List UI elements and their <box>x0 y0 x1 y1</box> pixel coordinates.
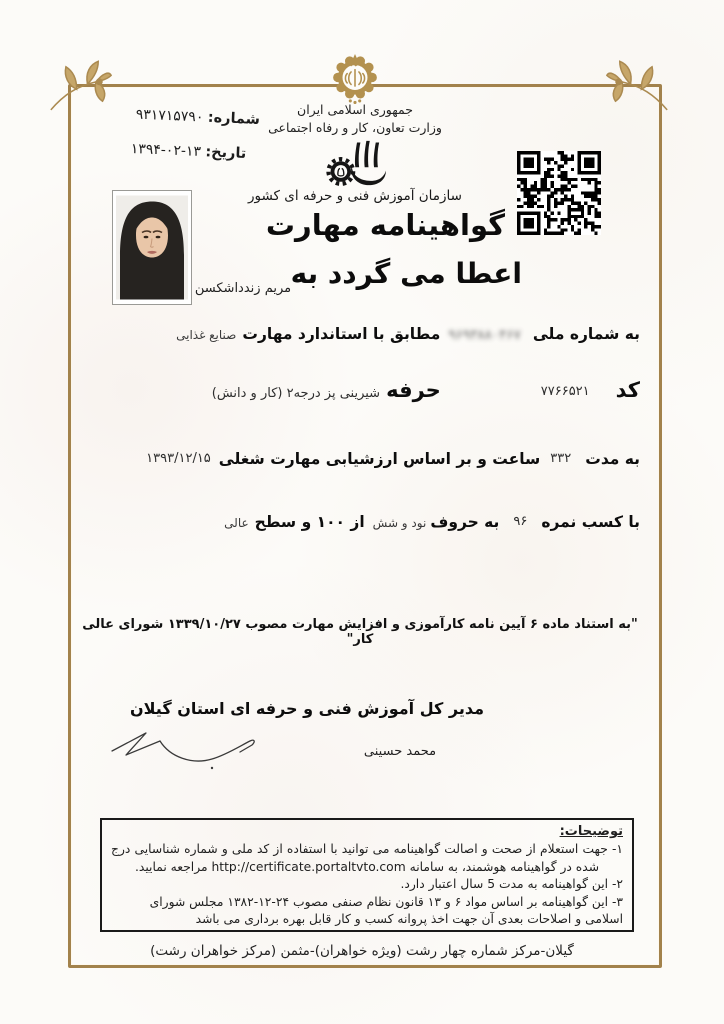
words-label: به حروف <box>430 513 500 531</box>
certificate-title: گواهینامه مهارت <box>265 208 505 242</box>
signatory-title: مدیر کل آموزش فنی و حرفه ای استان گیلان <box>130 699 484 718</box>
outof-label: از ۱۰۰ و سطح <box>254 513 365 531</box>
trade-label: حرفه <box>386 378 441 402</box>
iran-emblem-icon <box>330 54 380 104</box>
national-id-value: ۹۶۹۳۸۸۰۴۶۷ <box>448 327 521 343</box>
portrait-photo <box>112 190 192 305</box>
field-row-code-trade <box>212 378 640 402</box>
trade-value: شیرینی پز درجه۲ (کار و دانش) <box>211 386 381 401</box>
note-item-3: ۳- این گواهینامه بر اساس مواد ۶ و ۱۳ قانون نظام صنفی مصوب ۲۴-۱۲-۱۳۸۲ مجلس شورای اسلامی و اصلاحات بعدی آن جهت اخذ پروانه کسب و کار قابل بهره برداری می باشد <box>149 894 623 927</box>
recipient-name: مریم زندداشکسن <box>194 281 292 296</box>
header-country: جمهوری اسلامی ایران <box>297 102 413 117</box>
signature-icon <box>100 720 270 780</box>
note-item-2: ۲- این گواهینامه به مدت 5 سال اعتبار دارد. <box>400 877 623 892</box>
code-label: کد <box>615 378 640 402</box>
date-value: ۱۳۹۴-۰۲-۱۳ <box>130 140 202 161</box>
floral-ornament-icon <box>48 56 114 112</box>
notes-box <box>100 818 634 932</box>
national-id-label: به شماره ملی <box>532 325 640 343</box>
standard-value: صنایع غذایی <box>176 328 237 342</box>
header-ministry: وزارت تعاون، کار و رفاه اجتماعی <box>268 120 442 135</box>
signatory-name: محمد حسینی <box>363 744 437 759</box>
legal-quote: "به استناد ماده ۶ آیین نامه کارآموزی و افزایش مهارت مصوب ۱۳۳۹/۱۰/۲۷ شورای عالی کار" <box>82 617 638 647</box>
duration-label: به مدت <box>585 450 640 468</box>
code-value: ۷۷۶۶۵۲۱ <box>540 384 590 399</box>
notes-title: توضیحات: <box>559 824 623 839</box>
footer-center-line: گیلان-مرکز شماره چهار رشت (ویژه خواهران)-مثمن (مرکز خواهران رشت) <box>150 943 574 959</box>
floral-ornament-icon <box>604 56 670 112</box>
serial-value: ۹۳۱۷۱۵۷۹۰ <box>135 106 204 126</box>
date-label: تاریخ: <box>205 144 247 162</box>
score-value: ۹۶ <box>513 514 528 529</box>
exam-date-value: ۱۳۹۳/۱۲/۱۵ <box>146 451 211 466</box>
qr-code <box>517 149 601 237</box>
score-label: با کسب نمره <box>541 513 640 531</box>
field-row-duration <box>146 450 640 468</box>
level-value: عالی <box>224 516 249 530</box>
duration-unit-label: ساعت و بر اساس ارزشیابی مهارت شغلی <box>218 450 541 468</box>
serial-label: شماره: <box>207 109 260 128</box>
standard-label: مطابق با استاندارد مهارت <box>242 325 441 343</box>
grant-line: اعطا می گردد به <box>290 257 522 290</box>
header-organization: سازمان آموزش فنی و حرفه ای کشور <box>248 188 462 204</box>
tvto-logo-icon <box>326 140 388 186</box>
words-value: نود و شش <box>372 516 427 530</box>
field-row-score <box>224 513 640 531</box>
field-row-national-id <box>176 325 640 343</box>
duration-value: ۳۳۲ <box>550 451 572 466</box>
note-item-1: ۱- جهت استعلام از صحت و اصالت گواهینامه می توانید با استفاده از کد ملی و شماره شناسایی درج شده در گواهینامه هوشمند، به سامانه http://certificate.portaltvto.com مراجعه نمایید. <box>111 842 623 874</box>
